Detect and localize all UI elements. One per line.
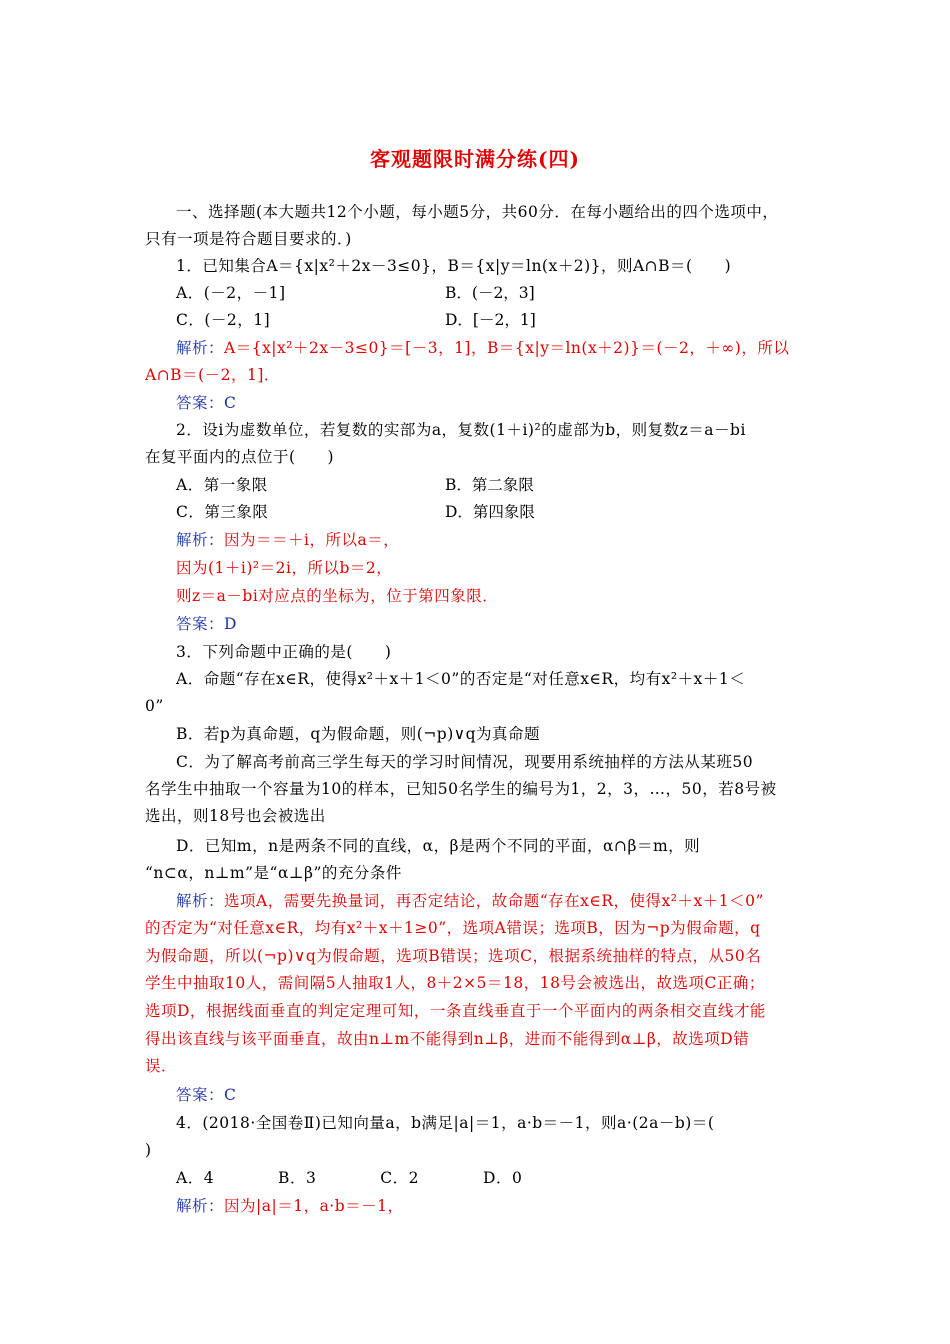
- q2-option-c: C．第三象限: [176, 503, 269, 521]
- q3-option-a-line-1: A．命题“存在x∈R，使得x²＋x＋1＜0”的否定是“对任意x∈R，均有x²＋x＋1＜: [176, 670, 746, 688]
- q3-analysis-line-1: [176, 889, 848, 913]
- q1-option-c: C．(－2，1]: [176, 311, 271, 329]
- q1-analysis-line-2: A∩B＝(－2，1]．: [145, 366, 280, 384]
- analysis-label: 解析：: [176, 339, 225, 357]
- analysis-text: A＝{x|x²＋2x－3≤0}＝[－3，1]，B＝{x|y＝ln(x＋2)}＝(－2，＋∞)，所以: [224, 339, 790, 357]
- q2-stem-line-1: 2．设i为虚数单位，若复数的实部为a，复数(1＋i)²的虚部为b，则复数z＝a－bi: [176, 421, 746, 439]
- q3-analysis-line-4: 学生中抽取10人，需间隔5人抽取1人，8＋2×5＝18，18号会被选出，故选项C正确；: [145, 974, 765, 992]
- q3-analysis-line-3: 为假命题，所以(¬p)∨q为假命题，选项B错误；选项C，根据系统抽样的特点，从50名: [145, 947, 762, 965]
- q2-analysis-line-3: 则z＝a－bi对应点的坐标为，位于第四象限．: [176, 587, 499, 605]
- q4-analysis-line-1: [176, 1194, 848, 1218]
- analysis-text: 因为＝＝＋i，所以a＝，: [224, 531, 400, 549]
- analysis-text: 选项A，需要先换量词，再否定结论，故命题“存在x∈R，使得x²＋x＋1＜0”: [224, 892, 764, 910]
- analysis-label: 解析：: [176, 892, 225, 910]
- q3-option-c-line-1: C．为了解高考前高三学生每天的学习时间情况，现要用系统抽样的方法从某班50: [176, 753, 754, 771]
- q2-answer: 答案：D: [176, 615, 237, 633]
- q3-option-d-line-2: “n⊂α，n⊥m”是“α⊥β”的充分条件: [145, 864, 402, 882]
- q2-stem-line-2: 在复平面内的点位于( ): [145, 448, 335, 466]
- q4-stem-line-1: 4．(2018·全国卷Ⅱ)已知向量a，b满足|a|＝1，a·b＝－1，则a·(2a－b)＝(: [176, 1114, 715, 1132]
- page-title: 客观题限时满分练(四): [370, 147, 580, 171]
- q3-option-d-line-1: D．已知m，n是两条不同的直线，α，β是两个不同的平面，α∩β＝m，则: [176, 837, 701, 855]
- q4-options: A．4 B．3 C．2 D．0: [176, 1169, 523, 1187]
- q3-option-c-line-2: 名学生中抽取一个容量为10的样本，已知50名学生的编号为1，2，3，…，50，若8号被: [145, 780, 777, 798]
- q2-option-b: B．第二象限: [445, 476, 534, 494]
- q1-stem: 1．已知集合A＝{x|x²＋2x－3≤0}，B＝{x|y＝ln(x＋2)}，则A∩B＝( ): [176, 257, 732, 275]
- q3-analysis-line-7: 误．: [145, 1057, 178, 1075]
- q3-stem: 3．下列命题中正确的是( ): [176, 643, 392, 661]
- section-intro-line-1: 一、选择题(本大题共12个小题，每小题5分，共60分．在每小题给出的四个选项中，: [176, 203, 779, 221]
- q3-option-b: B．若p为真命题，q为假命题，则(¬p)∨q为真命题: [176, 725, 541, 743]
- q2-analysis-line-1: [176, 528, 848, 552]
- q3-option-a-line-2: 0”: [145, 697, 164, 715]
- q2-option-a: A．第一象限: [176, 476, 268, 494]
- q1-option-a: A．(－2，－1]: [176, 284, 286, 302]
- section-intro-line-2: 只有一项是符合题目要求的．): [145, 230, 352, 248]
- q3-option-c-line-3: 选出，则18号也会被选出: [145, 807, 326, 825]
- q3-analysis-line-2: 的否定为“对任意x∈R，均有x²＋x＋1≥0”，选项A错误；选项B，因为¬p为假命题，q: [145, 919, 761, 937]
- analysis-text: 因为|a|＝1，a·b＝－1，: [224, 1197, 404, 1215]
- q3-analysis-line-6: 得出该直线与该平面垂直，故由n⊥m不能得到n⊥β，进而不能得到α⊥β，故选项D错: [145, 1030, 750, 1048]
- analysis-label: 解析：: [176, 531, 225, 549]
- q2-option-d: D．第四象限: [445, 503, 535, 521]
- q2-analysis-line-2: 因为(1＋i)²＝2i，所以b＝2，: [176, 559, 393, 577]
- q3-answer: 答案：C: [176, 1086, 237, 1104]
- q4-stem-line-2: ): [145, 1141, 152, 1159]
- analysis-label: 解析：: [176, 1197, 225, 1215]
- q1-answer: 答案：C: [176, 394, 237, 412]
- q1-option-d: D．[－2，1]: [445, 311, 536, 329]
- q1-analysis-line-1: [176, 336, 848, 360]
- q3-analysis-line-5: 选项D，根据线面垂直的判定定理可知，一条直线垂直于一个平面内的两条相交直线才能: [145, 1002, 766, 1020]
- q1-option-b: B．(－2，3]: [445, 284, 535, 302]
